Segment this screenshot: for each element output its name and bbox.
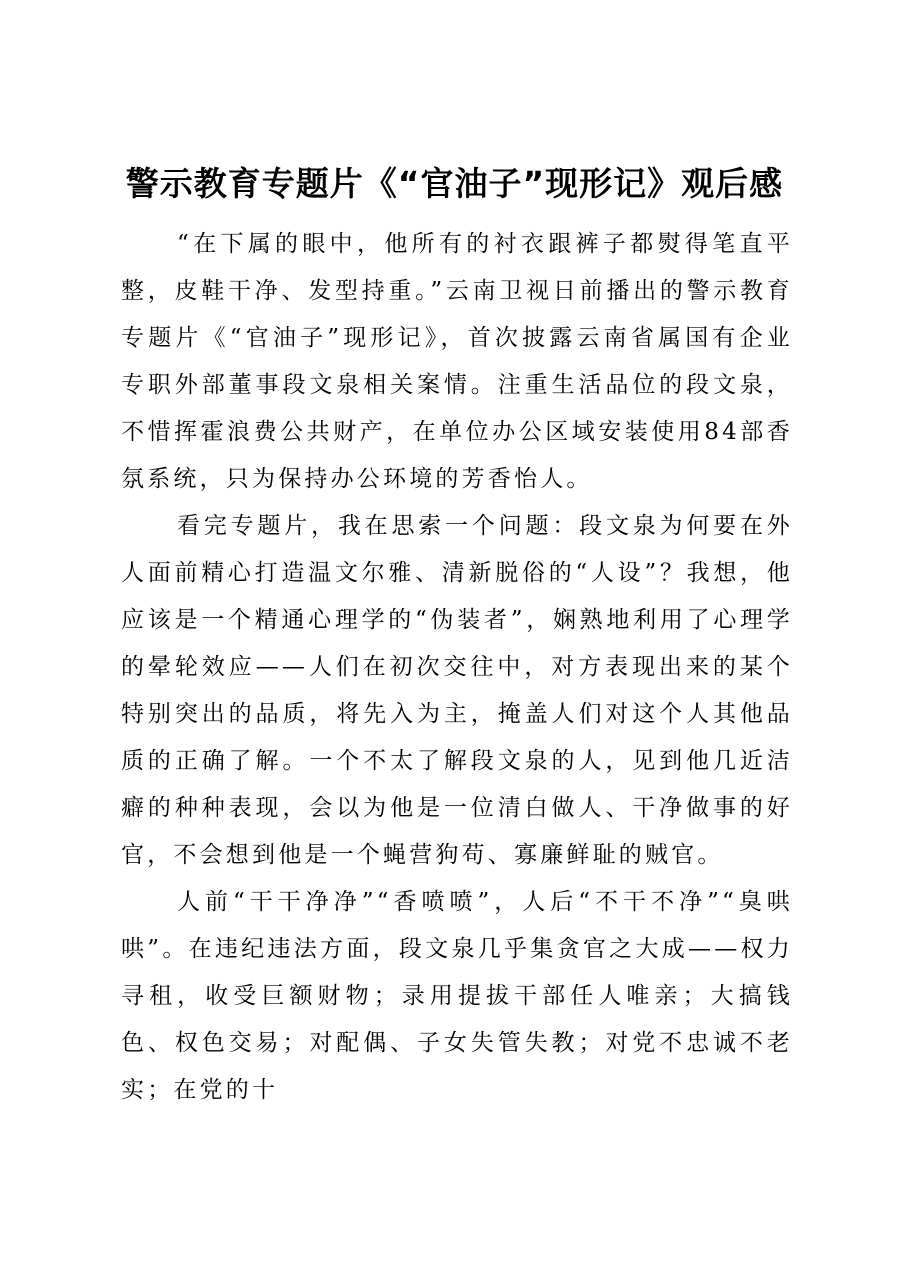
document-title: 警示教育专题片《“官油子”现形记》观后感 [125,164,784,203]
paragraph-1: “在下属的眼中，他所有的衬衣跟裤子都熨得笔直平整，皮鞋干净、发型持重。”云南卫视日前播出的警示教育专题片《“官油子”现形记》，首次披露云南省属国有企业专职外部董事段文泉相关案情。注重生活品位的段文泉，不惜挥霍浪费公共财产，在单位办公区域安装使用84部香氛系统，只为保持办公环境的芳香怡人。 [121,231,793,492]
paragraph-3: 人前“干干净净”“香喷喷”，人后“不干不净”“臭哄哄”。在违纪违法方面，段文泉几乎集贪官之大成——权力寻租，收受巨额财物；录用提拔干部任人唯亲；大搞钱色、权色交易；对配偶、子女失管失教；对党不忠诚不老实；在党的十 [121,889,793,1103]
paragraph-2: 看完专题片，我在思索一个问题：段文泉为何要在外人面前精心打造温文尔雅、清新脱俗的“人设”？我想，他应该是一个精通心理学的“伪装者”，娴熟地利用了心理学的晕轮效应——人们在初次交往中，对方表现出来的某个特别突出的品质，将先入为主，掩盖人们对这个人其他品质的正确了解。一个不太了解段文泉的人，见到他几近洁癖的种种表现，会以为他是一位清白做人、干净做事的好官，不会想到他是一个蝇营狗苟、寡廉鲜耻的贼官。 [121,513,793,868]
document-body [121,221,793,1114]
